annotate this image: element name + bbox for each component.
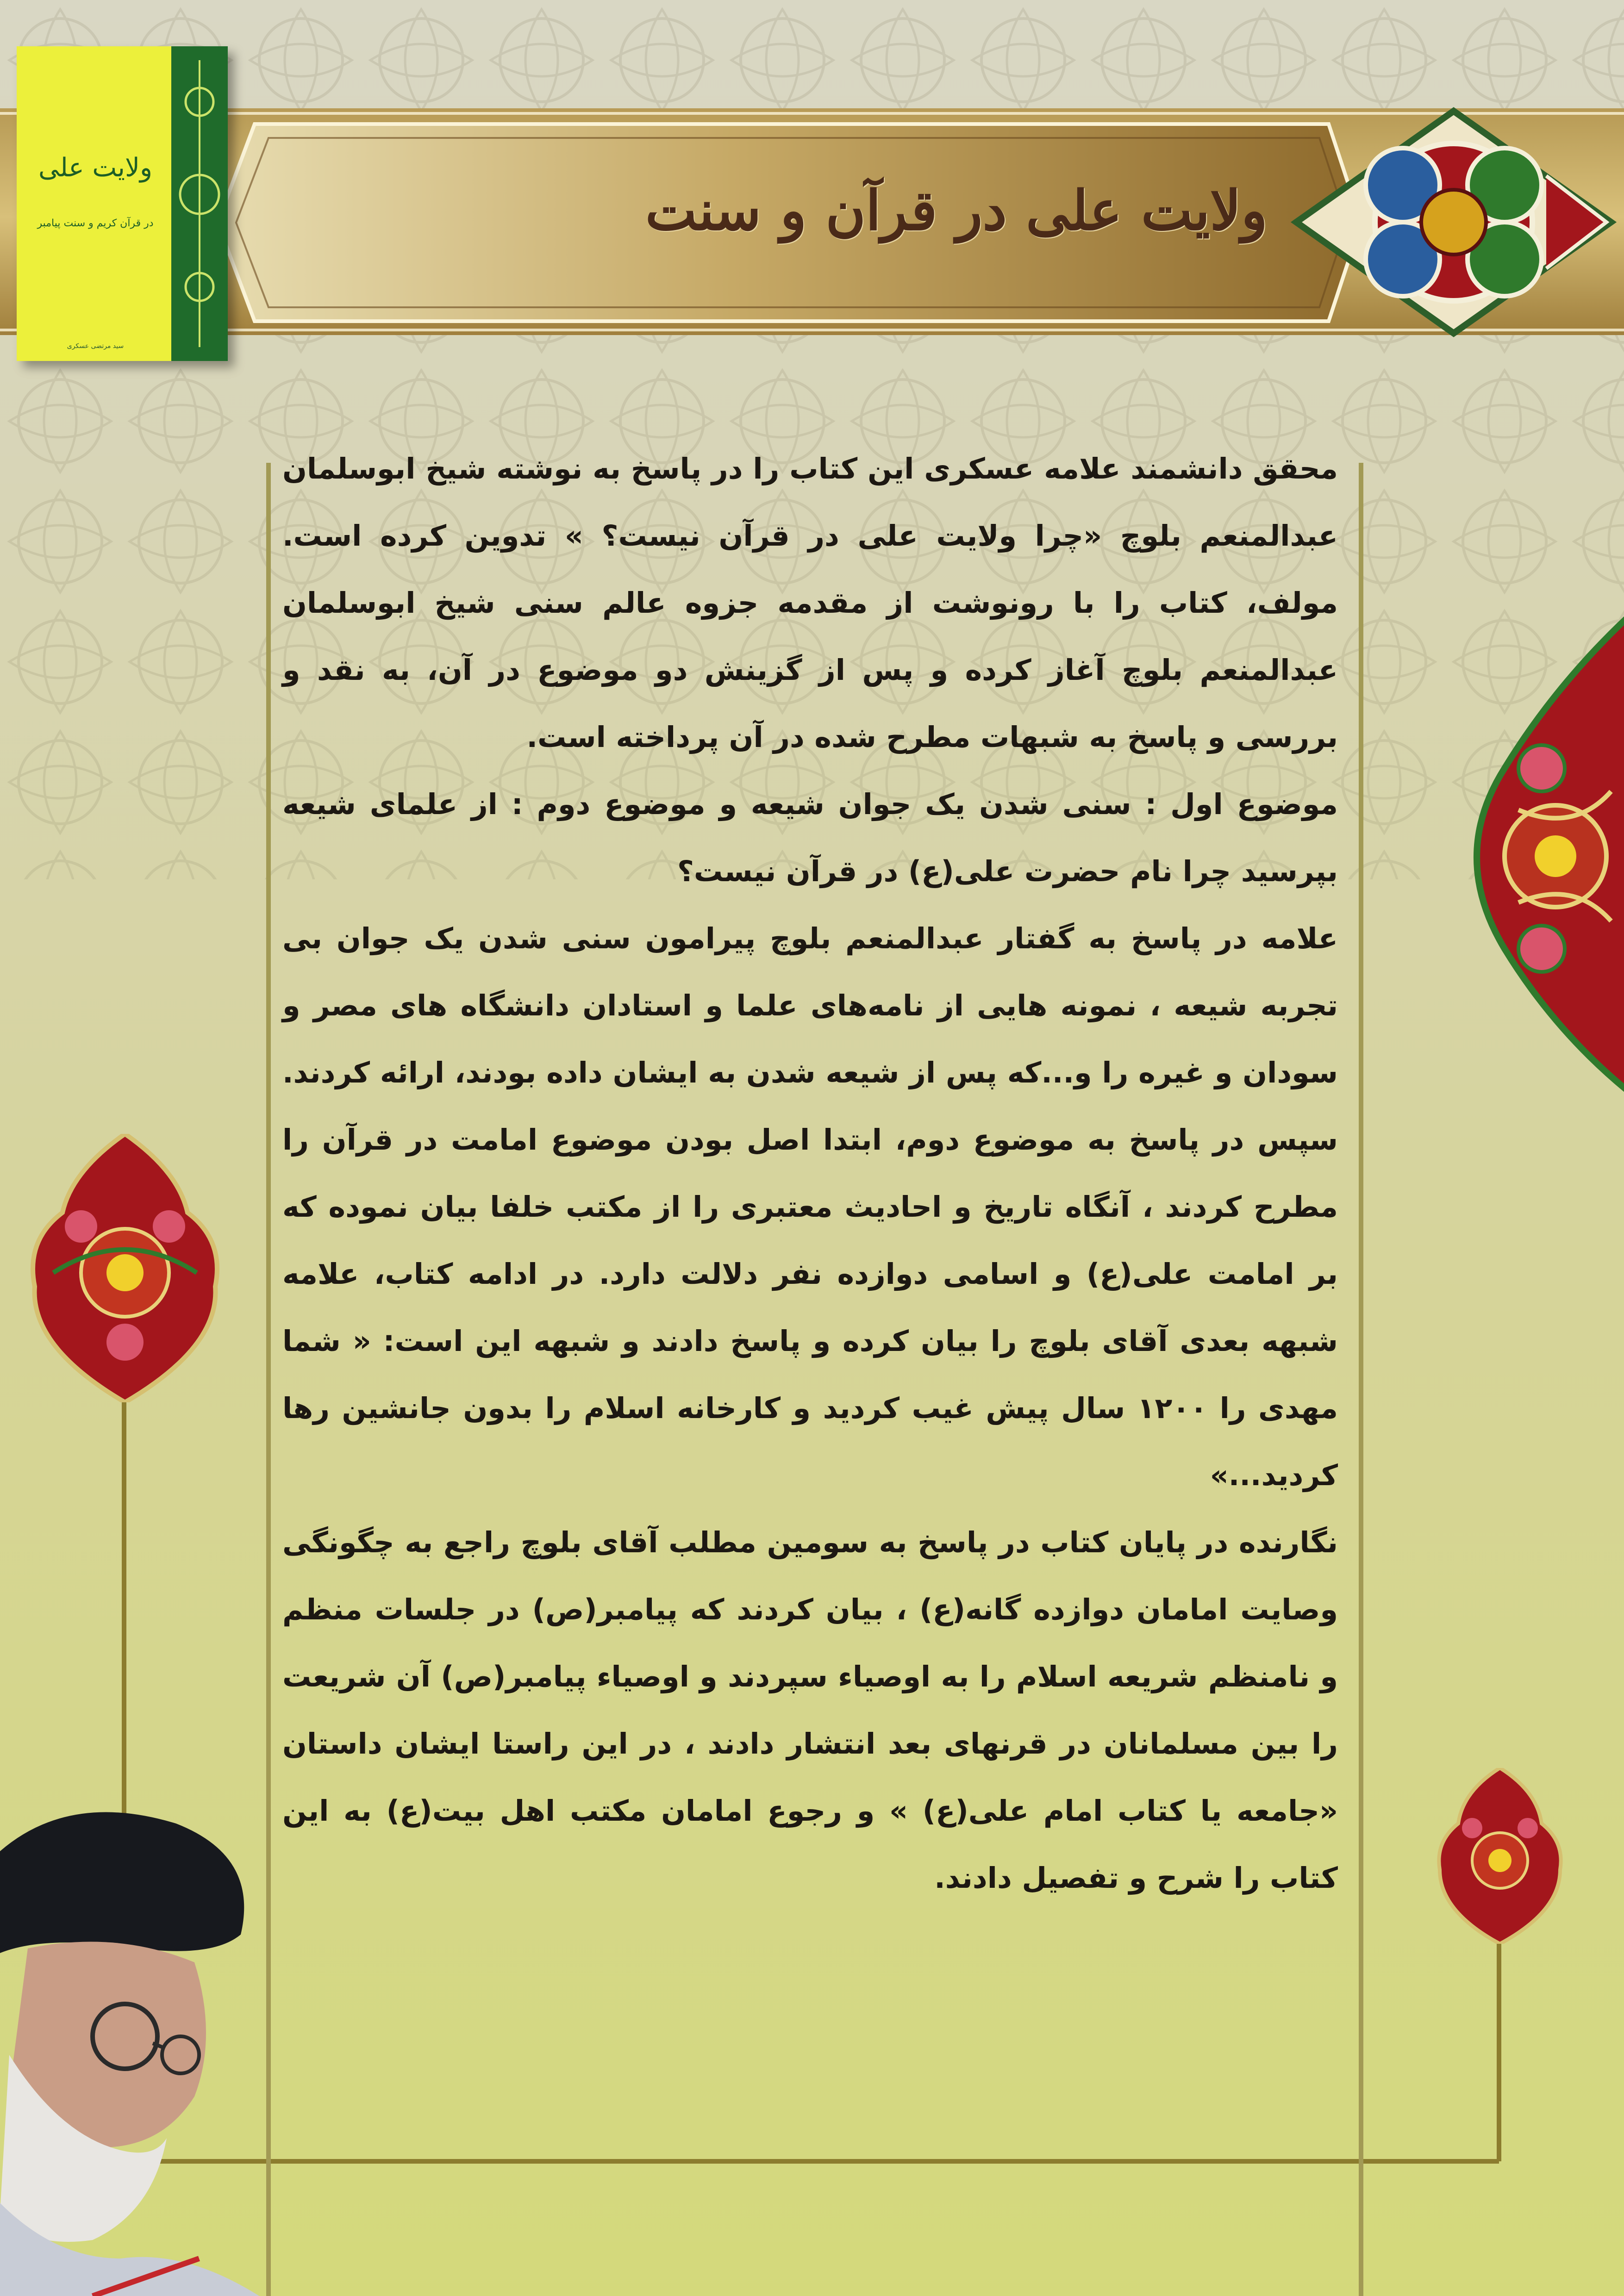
- floral-medallion-icon: [25, 1134, 225, 1402]
- spine-ornament-icon: [171, 46, 228, 361]
- page-title: ولایت علی در قرآن و سنت: [645, 178, 1268, 243]
- islamic-knot-rosette-icon: [1287, 102, 1620, 342]
- paragraph: موضوع اول : سنی شدن یک جوان شیعه و موضوع دوم : از علمای شیعه بپرسید چرا نام حضرت علی(ع) در قرآن نیست؟: [282, 787, 1338, 888]
- author-portrait: [0, 1796, 259, 2296]
- paragraph: علامه در پاسخ به گفتار عبدالمنعم بلوچ پیرامون سنی شدن یک جوان بی تجربه شیعه ، نمونه هایی از نامه‌های علما و استادان دانشگاه های مصر و سودان و غیره را و...که پس از شیعه شدن به ایشان داده بودند، ارائه کردند. سپس در پاسخ به موضوع دوم، ابتدا اصل بودن موضوع امامت در قرآن را مطرح کردند ، آنگاه تاریخ و احادیث معتبری را از مکتب خلفا بیان نموده که بر امامت علی(ع) و اسامی دوازده نفر دلالت دارد. در ادامه کتاب، علامه شبهه بعدی آقای بلوچ را بیان کرده و پاسخ دادند و شبهه این است: « شما مهدی را ۱۲۰۰ سال پیش غیب کردید و کارخانه اسلام را بدون جانشین رها کردید...»: [282, 921, 1338, 1492]
- book-cover: [17, 46, 228, 361]
- floral-arabesque-icon: [1435, 616, 1624, 1092]
- paragraph: محقق دانشمند علامه عسکری این کتاب را در پاسخ به نوشته شیخ ابوسلمان عبدالمنعم بلوچ «چرا ولایت علی در قرآن نیست؟ » تدوین کرده است. مولف، کتاب را با رونوشت از مقدمه جزوه عالم سنی شیخ ابوسلمان عبدالمنعم بلوچ آغاز کرده و پس از گزینش دو موضوع در آن، به نقد و بررسی و پاسخ به شبهات مطرح شده در آن پرداخته است.: [282, 452, 1338, 754]
- article-body: [282, 435, 1338, 1911]
- book-subtitle: در قرآن کریم و سنت پیامبر: [37, 218, 154, 229]
- book-title: ولایت علی: [38, 153, 152, 183]
- book-spine: [171, 46, 228, 361]
- floral-medallion-icon: [1435, 1768, 1565, 1944]
- book-author: سید مرتضی عسکری: [67, 342, 124, 350]
- paragraph: نگارنده در پایان کتاب در پاسخ به سومین مطلب آقای بلوچ راجع به چگونگی وصایت امامان دوازده گانه(ع) ، بیان کردند که پیامبر(ص) در جلسات منظم و نامنظم شریعه اسلام را به اوصیاء سپردند و اوصیاء پیامبر(ص) آن شریعت را بین مسلمانان در قرنهای بعد انتشار دادند ، در این راستا ایشان داستان «جامعه یا کتاب امام علی(ع) » و رجوع امامان مکتب اهل بیت(ع) به این کتاب را شرح و تفصیل دادند.: [282, 1525, 1338, 1895]
